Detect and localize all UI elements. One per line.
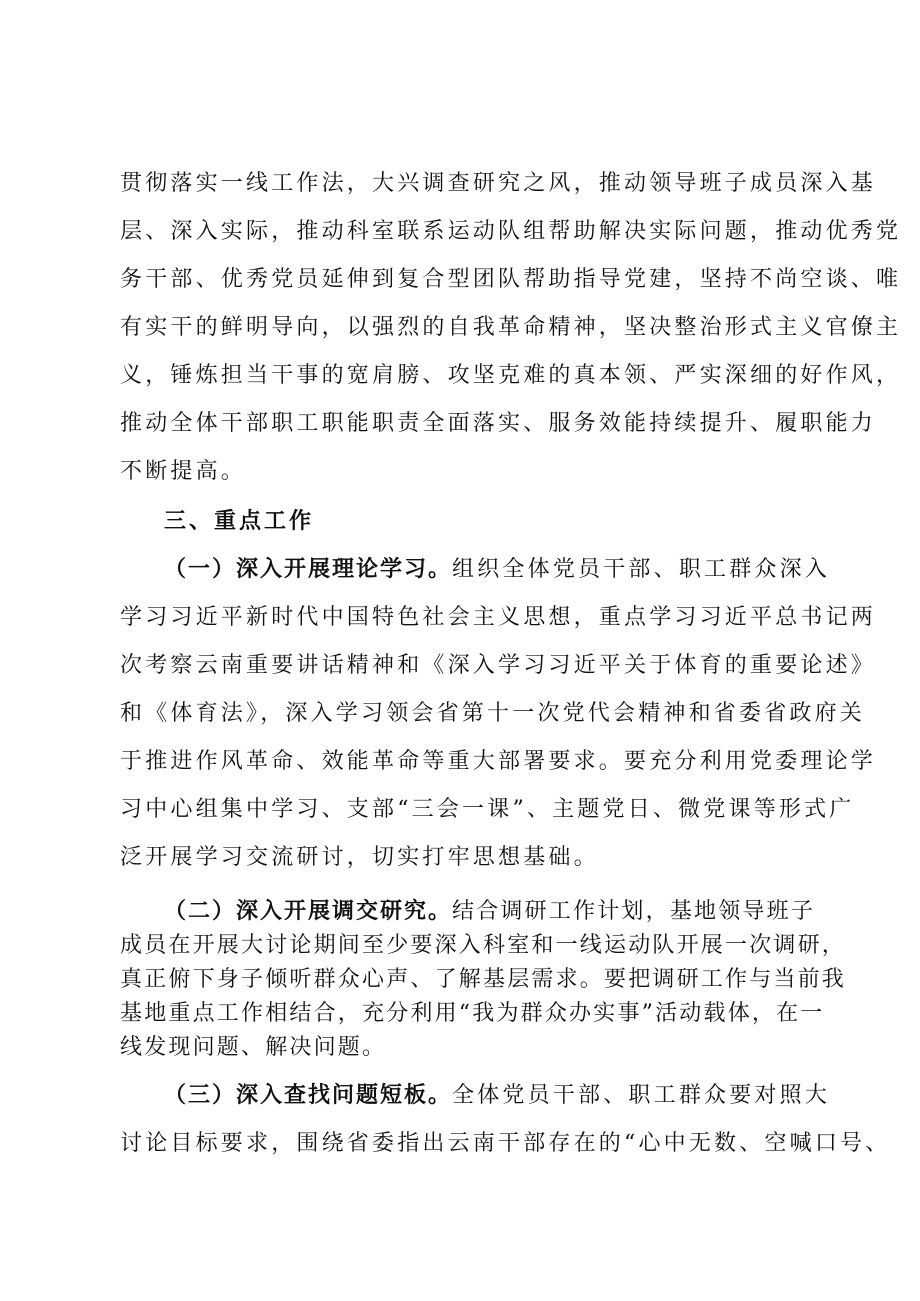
item2-line-4: 线发现问题、解决问题。	[120, 1035, 387, 1060]
item2-line-1: 成员在开展大讨论期间至少要深入科室和一线运动队开展一次调研，	[120, 933, 847, 958]
item2-first-line	[164, 898, 820, 926]
item1-line-4: 于推进作风革命、效能革命等重大部署要求。要充分利用党委理论学	[120, 749, 877, 774]
section-heading: 三、重点工作	[164, 509, 315, 534]
item3-first-line	[164, 1082, 831, 1110]
item3-line-1: 讨论目标要求，围绕省委指出云南干部存在的“心中无数、空喊口号、	[120, 1131, 891, 1156]
item3-title: （三）深入查找问题短板。	[164, 1083, 453, 1108]
paragraph1-line-3: 务干部、优秀党员延伸到复合型团队帮助指导党建，坚持不尚空谈、唯	[120, 267, 902, 292]
paragraph1-line-4: 有实干的鲜明导向，以强烈的自我革命精神，坚决整治形式主义官僚主	[120, 315, 902, 340]
item1-line-3: 和《体育法》，深入学习领会省第十一次党代会精神和省委省政府关	[120, 701, 866, 726]
paragraph1-line-1: 贯彻落实一线工作法，大兴调查研究之风，推动领导班子成员深入基	[120, 171, 877, 196]
item2-first-rest: 结合调研工作计划，基地领导班子	[452, 899, 816, 924]
paragraph1-line-7: 不断提高。	[120, 459, 247, 484]
item1-first-line	[164, 556, 831, 584]
item1-title: （一）深入开展理论学习。	[164, 557, 453, 582]
item3-first-rest: 全体党员干部、职工群众要对照大	[452, 1083, 831, 1108]
item1-line-1: 学习习近平新时代中国特色社会主义思想，重点学习习近平总书记两	[120, 605, 877, 630]
item2-title: （二）深入开展调交研究。	[164, 899, 453, 924]
item1-line-6: 泛开展学习交流研讨，切实打牢思想基础。	[120, 845, 599, 870]
item1-line-5: 习中心组集中学习、支部“三会一课”、主题党日、微党课等形式广	[120, 797, 855, 822]
item1-line-2: 次考察云南重要讲话精神和《深入学习习近平关于体育的重要论述》	[120, 653, 877, 678]
paragraph1-line-2: 层、深入实际，推动科室联系运动队组帮助解决实际问题，推动优秀党	[120, 219, 902, 244]
item2-line-3: 基地重点工作相结合，充分利用“我为群众办实事”活动载体，在一	[120, 1001, 825, 1026]
item2-line-2: 真正俯下身子倾听群众心声、了解基层需求。要把调研工作与当前我	[120, 967, 847, 992]
paragraph1-line-5: 义，锤炼担当干事的宽肩膀、攻坚克难的真本领、严实深细的好作风，	[120, 363, 902, 388]
item1-first-rest: 组织全体党员干部、职工群众深入	[452, 557, 831, 582]
paragraph1-line-6: 推动全体干部职工职能职责全面落实、服务效能持续提升、履职能力	[120, 411, 877, 436]
